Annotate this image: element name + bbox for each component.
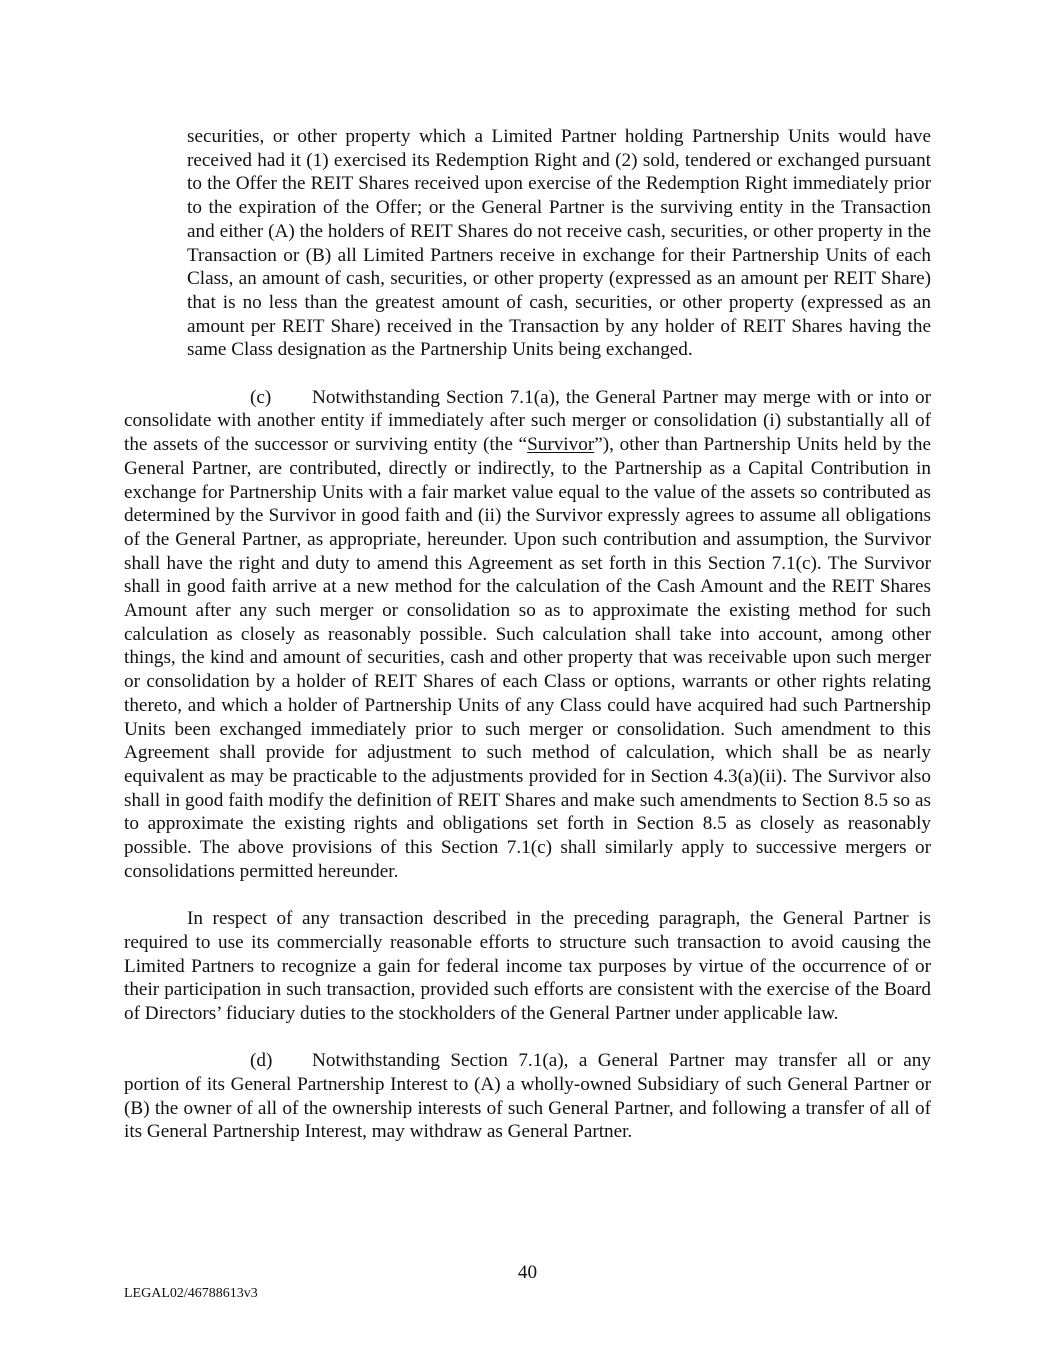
document-id: LEGAL02/46788613v3 <box>124 1286 258 1301</box>
document-page <box>124 125 931 1144</box>
section-c-paragraph <box>124 386 931 884</box>
defined-term-survivor: Survivor <box>527 434 595 456</box>
section-d-text: Notwithstanding Section 7.1(a), a General Partner may transfer all or any portion of its General Partnership Interest to (A) a wholly-owned Subsidiary of such General Partner or (B) the owner of all of the ownership interests of such General Partner, and following a transfer of all of its General Partnership Interest, may withdraw as General Partner. <box>124 1050 931 1143</box>
section-d-label: (d) <box>250 1050 273 1072</box>
section-c-text-after: ”), other than Partnership Units held by the General Partner, are contributed, directly or indirectly, to the Partnership as a Capital Contribution in exchange for Partnership Units with a fair market value equal to the value of the assets so contributed as determined by the Survivor in good faith and (ii) the Survivor expressly agrees to assume all obligations of the General Partner, as appropriate, hereunder. Upon such contribution and assumption, the Survivor shall have the right and duty to amend this Agreement as set forth in this Section 7.1(c). The Survivor shall in good faith arrive at a new method for the calculation of the Cash Amount and the REIT Shares Amount after any such merger or consolidation so as to approximate the existing method for such calculation as closely as reasonably possible. Such calculation shall take into account, among other things, the kind and amount of securities, cash and other property that was receivable upon such merger or consolidation by a holder of REIT Shares of each Class or options, warrants or other rights relating thereto, and which a holder of Partnership Units of any Class could have acquired had such Partnership Units been exchanged immediately prior to such merger or consolidation. Such amendment to this Agreement shall provide for adjustment to such method of calculation, which shall be as nearly equivalent as may be practicable to the adjustments provided for in Section 4.3(a)(ii). The Survivor also shall in good faith modify the definition of REIT Shares and make such amendments to Section 8.5 so as to approximate the existing rights and obligations set forth in Section 8.5 as closely as reasonably possible. The above provisions of this Section 7.1(c) shall similarly apply to successive mergers or consolidations permitted hereunder. <box>124 434 931 882</box>
page-number: 40 <box>517 1262 538 1283</box>
section-c-text-before: Notwithstanding Section 7.1(a), the General Partner may merge with or into or consolidate with another entity if immediately after such merger or consolidation (i) substantially all of the assets of the successor or surviving entity (the “ <box>124 386 931 456</box>
section-d-paragraph <box>124 1049 931 1144</box>
continuation-paragraph: securities, or other property which a Limited Partner holding Partnership Units would have received had it (1) exercised its Redemption Right and (2) sold, tendered or exchanged pursuant to the Offer the REIT Shares received upon exercise of the Redemption Right immediately prior to the expiration of the Offer; or the General Partner is the surviving entity in the Transaction and either (A) the holders of REIT Shares do not receive cash, securities, or other property in the Transaction or (B) all Limited Partners receive in exchange for their Partnership Units of each Class, an amount of cash, securities, or other property (expressed as an amount per REIT Share) that is no less than the greatest amount of cash, securities, or other property (expressed as an amount per REIT Share) received in the Transaction by any holder of REIT Shares having the same Class designation as the Partnership Units being exchanged. <box>187 126 931 361</box>
section-c-label: (c) <box>250 386 272 408</box>
tax-paragraph: In respect of any transaction described in the preceding paragraph, the General Partner is required to use its commercially reasonable efforts to structure such transaction to avoid causing the Limited Partners to recognize a gain for federal income tax purposes by virtue of the occurrence of or their participation in such transaction, provided such efforts are consistent with the exercise of the Board of Directors’ fiduciary duties to the stockholders of the General Partner under applicable law. <box>124 908 931 1024</box>
